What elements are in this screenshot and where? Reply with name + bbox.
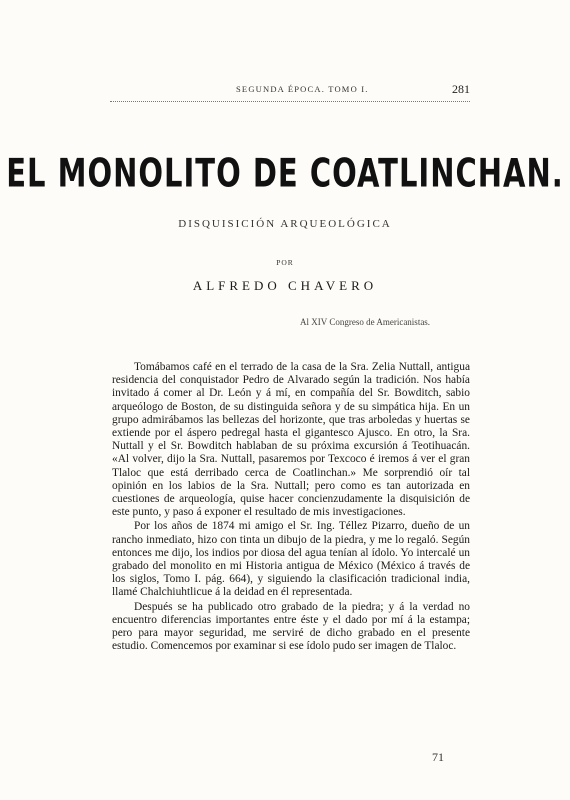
signature-mark: 71 [432, 750, 444, 764]
article-body [112, 361, 470, 653]
paragraph: Por los años de 1874 mi amigo el Sr. Ing. Téllez Pizarro, dueño de un rancho inmediato, hizo con tinta un dibujo de la piedra, y me lo regaló. Según entonces me dijo, los indios por diosa del agua tenían al ídolo. Yo intercalé un grabado del monolito en mi Historia antigua de México (México á través de los siglos, Tomo I. pág. 664), y siguiendo la clasificación tradicional india, llamé Chalchiuhtlicue á la deidad en él representada. [112, 520, 470, 599]
paragraph: Tomábamos café en el terrado de la casa de la Sra. Zelia Nuttall, antigua residencia del conquistador Pedro de Alvarado según la tradición. Nos había invitado á comer al Dr. León y á mí, en compañía del Sr. Bowditch, sabio arqueólogo de Boston, de su distinguida señora y de su simpática hija. En un grupo admirábamos las bellezas del horizonte, que tras arboledas y huertas se extiende por el áspero pedregal hasta el gigantesco Ajusco. En otro, la Sra. Nuttall y el Sr. Bowditch hablaban de su próxima excursión á Teotihuacán. «Al volver, dijo la Sra. Nuttall, pasaremos por Texcoco é iremos á ver el gran Tlaloc que está derribado cerca de Coatlinchan.» Me sorprendió oír tal opinión en los labios de la Sra. Nuttall; pero como es tan autorizada en cuestiones de arqueología, quise hacer concienzudamente la disquisición de este punto, y paso á exponer el resultado de mis investigaciones. [112, 361, 470, 519]
author-name: ALFREDO CHAVERO [192, 278, 378, 293]
header-rule [110, 101, 470, 102]
paragraph: Después se ha publicado otro grabado de la piedra; y á la verdad no encuentro diferencias importantes entre éste y el dado por mí á la estampa; pero para mayor seguridad, me serviré de dicho grabado en el presente estudio. Comencemos por examinar si ese ídolo pudo ser imagen de Tlaloc. [112, 600, 470, 653]
dedication: Al XIV Congreso de Americanistas. [300, 317, 431, 327]
page-number: 281 [452, 82, 470, 96]
article-title: EL MONOLITO DE COATLINCHAN. [6, 150, 564, 196]
article-subtitle: DISQUISICIÓN ARQUEOLÓGICA [178, 218, 392, 230]
running-head: SEGUNDA ÉPOCA. TOMO I. [236, 84, 369, 94]
byline-label: POR [276, 258, 294, 267]
